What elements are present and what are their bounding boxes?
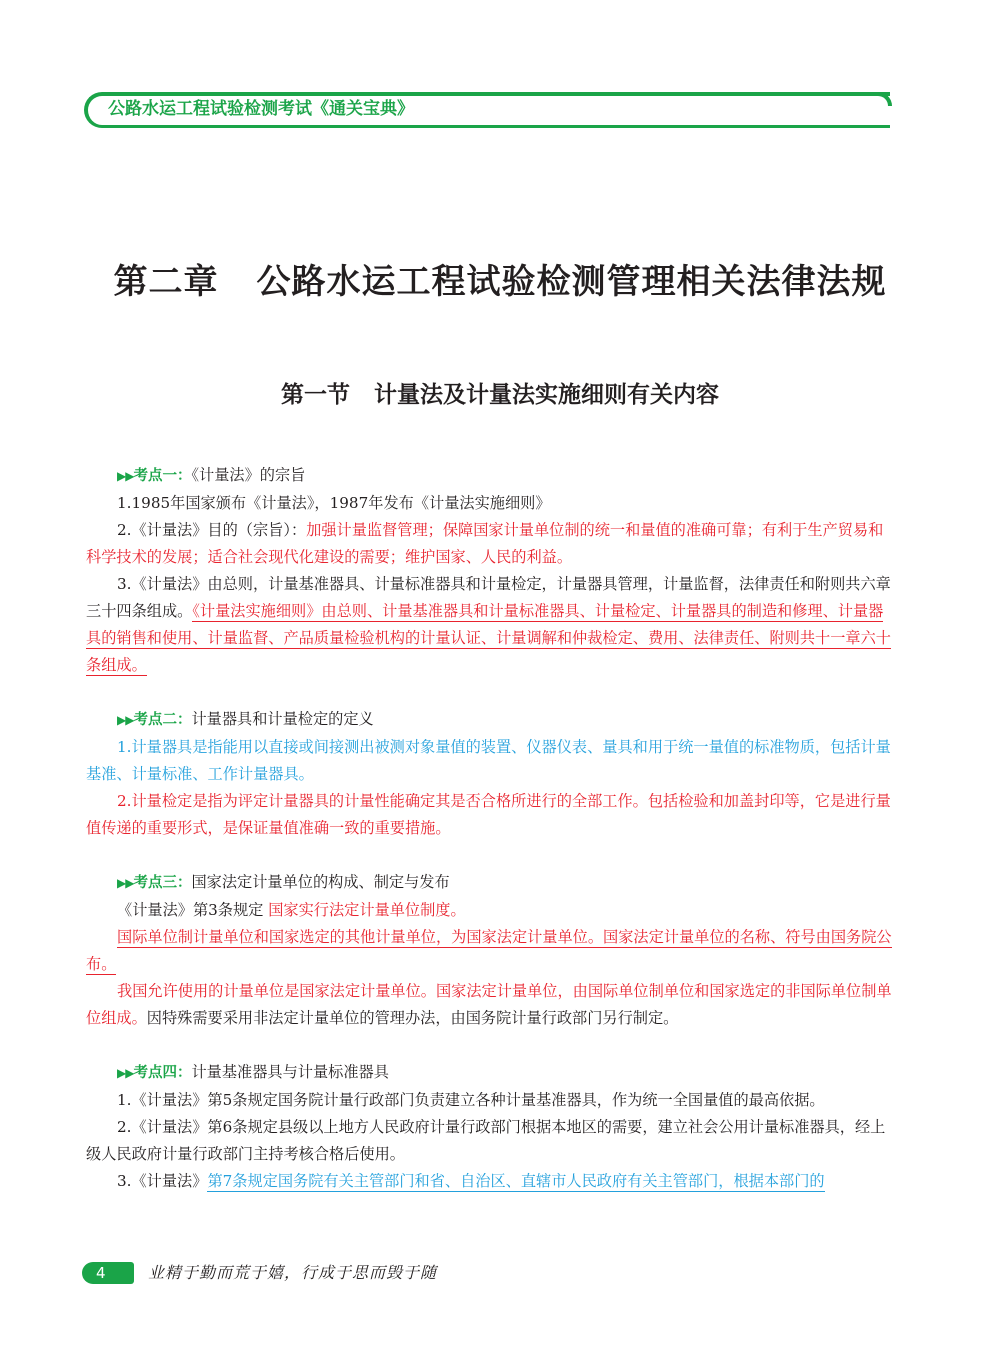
kaodian-heading-1 bbox=[86, 462, 894, 490]
section-name: 计量法及计量法实施细则有关内容 bbox=[374, 381, 719, 408]
header-frame-cap bbox=[878, 92, 892, 106]
red-paragraph: 2.计量检定是指为评定计量器具的计量性能确定其是否合格所进行的全部工作。包括检验和加盖封印等，它是进行量值传递的重要形式，是保证量值准确一致的重要措施。 bbox=[86, 792, 891, 837]
kaodian-tag: 考点一： bbox=[133, 468, 192, 484]
chapter-name: 公路水运工程试验检测管理相关法律法规 bbox=[256, 262, 887, 302]
paragraph bbox=[86, 897, 894, 924]
footer-motto: 业精于勤而荒于嬉，行成于思而毁于随 bbox=[148, 1263, 438, 1282]
kaodian-title: 计量器具和计量检定的定义 bbox=[191, 710, 374, 728]
kaodian-title: 《计量法》的宗旨 bbox=[191, 466, 306, 484]
kaodian-heading-2 bbox=[86, 706, 894, 734]
section-number: 第一节 bbox=[281, 381, 350, 408]
kaodian-tag: 考点四： bbox=[133, 1065, 192, 1081]
paragraph-lead: 3.《计量法》 bbox=[117, 1172, 208, 1190]
chapter-number: 第二章 bbox=[113, 262, 219, 302]
kaodian-heading-3 bbox=[86, 869, 894, 897]
kaodian-title: 计量基准器具与计量标准器具 bbox=[191, 1063, 389, 1081]
kaodian-title: 国家法定计量单位的构成、制定与发布 bbox=[191, 873, 450, 891]
header-title: 公路水运工程试验检测考试《通关宝典》 bbox=[108, 99, 414, 119]
kaodian-heading-4 bbox=[86, 1059, 894, 1087]
page-number-badge: 4 bbox=[82, 1262, 134, 1284]
paragraph bbox=[86, 571, 894, 679]
paragraph-tail: 因特殊需要采用非法定计量单位的管理办法，由国务院计量行政部门另行制定。 bbox=[146, 1009, 679, 1027]
paragraph bbox=[86, 1168, 894, 1195]
underlined-red-highlight: 《计量法实施细则》由总则、计量基准器具和计量标准器具、计量检定、计量器具的制造和修理、计量器具的销售和使用、计量监督、产品质量检验机构的计量认证、计量调解和仲裁检定、费用、法律责任、附则共十一章六十条组成。 bbox=[86, 602, 891, 674]
kaodian-tag: 考点三： bbox=[133, 875, 192, 891]
arrow-icon: ▶▶ bbox=[117, 876, 134, 890]
blue-paragraph: 1.计量器具是指能用以直接或间接测出被测对象量值的装置、仪器仪表、量具和用于统一量值的标准物质，包括计量基准、计量标准、工作计量器具。 bbox=[86, 738, 891, 783]
paragraph-lead: 3.《计量法》由总则，计量基准器具、计量标准器具和计量检定，计量器具管理，计量监督，法律责任和附则共六章三十四条组成。 bbox=[86, 575, 891, 620]
red-highlight: 我国允许使用的计量单位是国家法定计量单位。国家法定计量单位，由国际单位制单位和国家选定的非国际单位制单位组成。 bbox=[86, 982, 892, 1027]
paragraph bbox=[86, 517, 894, 571]
arrow-icon: ▶▶ bbox=[117, 1066, 134, 1080]
chapter-title bbox=[0, 254, 1000, 303]
arrow-icon: ▶▶ bbox=[117, 469, 134, 483]
paragraph-lead: 《计量法》第3条规定 bbox=[117, 901, 264, 919]
page-body bbox=[86, 462, 894, 1195]
paragraph bbox=[86, 978, 894, 1032]
section-title bbox=[0, 376, 1000, 409]
underlined-blue-highlight: 第7条规定国务院有关主管部门和省、自治区、直辖市人民政府有关主管部门，根据本部门的 bbox=[207, 1172, 825, 1190]
paragraph: 2.《计量法》第6条规定县级以上地方人民政府计量行政部门根据本地区的需要，建立社会公用计量标准器具，经上级人民政府计量行政部门主持考核合格后使用。 bbox=[86, 1118, 886, 1163]
red-highlight: 加强计量监督管理；保障国家计量单位制的统一和量值的准确可靠；有利于生产贸易和科学技术的发展；适合社会现代化建设的需要；维护国家、人民的利益。 bbox=[86, 521, 884, 566]
red-highlight: 国家实行法定计量单位制度。 bbox=[268, 901, 466, 919]
kaodian-tag: 考点二： bbox=[133, 712, 192, 728]
paragraph: 1.1985年国家颁布《计量法》，1987年发布《计量法实施细则》 bbox=[117, 494, 551, 512]
arrow-icon: ▶▶ bbox=[117, 713, 134, 727]
paragraph-lead: 2.《计量法》目的（宗旨）： bbox=[117, 521, 307, 539]
paragraph bbox=[86, 924, 894, 978]
underlined-red-highlight: 国际单位制计量单位和国家选定的其他计量单位，为国家法定计量单位。国家法定计量单位的名称、符号由国务院公布。 bbox=[86, 928, 892, 973]
paragraph: 1.《计量法》第5条规定国务院计量行政部门负责建立各种计量基准器具，作为统一全国量值的最高依据。 bbox=[117, 1091, 825, 1109]
